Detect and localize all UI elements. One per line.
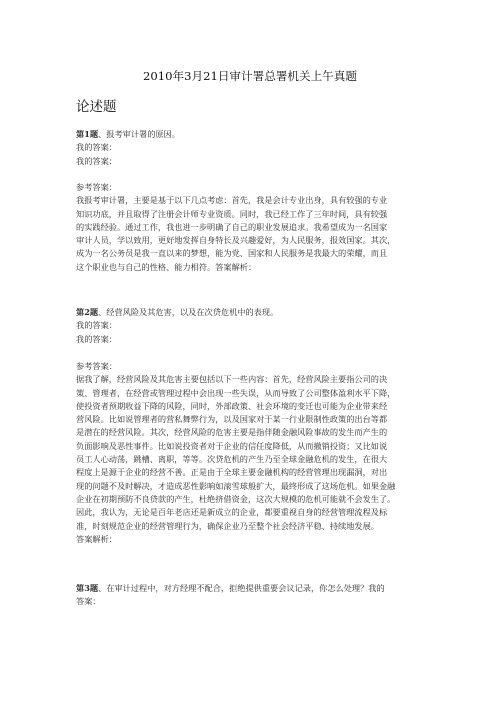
reference-line: 我报考审计署，主要是基于以下几点考虑：首先，我是会计专业出身，具有较强的专业 — [76, 195, 388, 206]
question-1-reference — [76, 181, 428, 274]
reference-line: 现的问题不及时解决，才造成恶性影响如滚雪球般扩大，最终形成了这场危机。如果金融 — [76, 480, 396, 491]
reference-line: 员工人心动荡，跳槽、离职，等等。次贷危机的产生乃至全球金融危机的发生，在很大 — [76, 454, 388, 465]
reference-line: 的实践经验。通过工作，我也进一步明确了自己的职业发展追求。我希望成为一名国家 — [76, 221, 388, 232]
reference-line: 策、管理者，在经营或管理过程中会出现一些失误，从而导致了公司整体盈利水平下降， — [76, 387, 396, 398]
answer-label: 我的答案： — [76, 142, 117, 153]
answer-label: 我的答案： — [76, 155, 117, 166]
reference-label: 参考答案： — [76, 361, 117, 371]
question-2 — [76, 306, 428, 346]
question-1-prompt: 第1题、报考审计署的原因。 — [76, 129, 180, 139]
page-title: 2010年3月21日审计署总署机关上午真题 — [143, 69, 357, 83]
question-3-number: 第3题 — [76, 583, 99, 593]
answer-label: 我的答案： — [76, 333, 117, 344]
reference-line: 准，时刻规范企业的经营管理行为，确保企业乃至整个社会经济平稳、持续地发展。 — [76, 520, 379, 531]
reference-line: 负面影响及恶性事件。比如说投资者对于企业的信任度降低，从而撤销投资；又比如说 — [76, 440, 388, 451]
question-2-prompt: 第2题、经营风险及其危害，以及在次贷危机中的表现。 — [76, 307, 279, 317]
question-3-prompt: 第3题、在审计过程中，对方经理不配合，拒绝提供重要会议记录，你怎么处理？我的 — [76, 583, 385, 593]
question-1 — [76, 128, 428, 168]
reference-line: 审计人员，学以致用，更好地发挥自身特长及兴趣爱好，为人民服务，报效国家。其次， — [76, 235, 396, 246]
reference-line: 程度上是源于企业的经营不善。正是由于全球主要金融机构的经营管理出现漏洞，对出 — [76, 467, 388, 478]
reference-label: 参考答案： — [76, 182, 117, 192]
section-heading: 论述题 — [76, 99, 117, 115]
question-3 — [76, 582, 428, 609]
analysis-label: 答案解析： — [76, 533, 117, 544]
question-1-number: 第1题 — [76, 129, 99, 139]
question-2-number: 第2题 — [76, 307, 99, 317]
reference-line: 这个职业也与自己的性格、能力相符。答案解析： — [76, 261, 257, 272]
answer-label: 我的答案： — [76, 320, 117, 331]
question-3-prompt-continued: 答案： — [76, 596, 101, 607]
reference-line: 知识功底，并且取得了注册会计师专业资质。同时，我已经工作了三年时间，具有较强 — [76, 208, 388, 219]
reference-line: 使投资者预期收益下降的风险，同时，外部政策、社会环境的变迁也可能为企业带来经 — [76, 400, 388, 411]
reference-line: 因此，我认为，无论是百年老店还是新成立的企业，都要重视自身的经营管理流程及标 — [76, 507, 388, 518]
reference-line: 成为一名公务员是我一直以来的梦想，能为党、国家和人民服务是我最大的荣耀，而且 — [76, 248, 388, 259]
reference-line: 是潜在的经营风险。其次，经营风险的危害主要是指伴随金融风险事故的发生而产生的 — [76, 427, 388, 438]
question-2-reference — [76, 360, 428, 546]
reference-line: 据我了解，经营风险及其危害主要包括以下一些内容：首先，经营风险主要指公司的决 — [76, 374, 388, 385]
reference-line: 企业在初期预防不良贷款的产生，杜绝挤借资金，这次大规模的危机可能就不会发生了。 — [76, 493, 396, 504]
reference-line: 营风险。比如说管理者的营私舞弊行为，以及国家对于某一行业限制性政策的出台等都 — [76, 414, 388, 425]
